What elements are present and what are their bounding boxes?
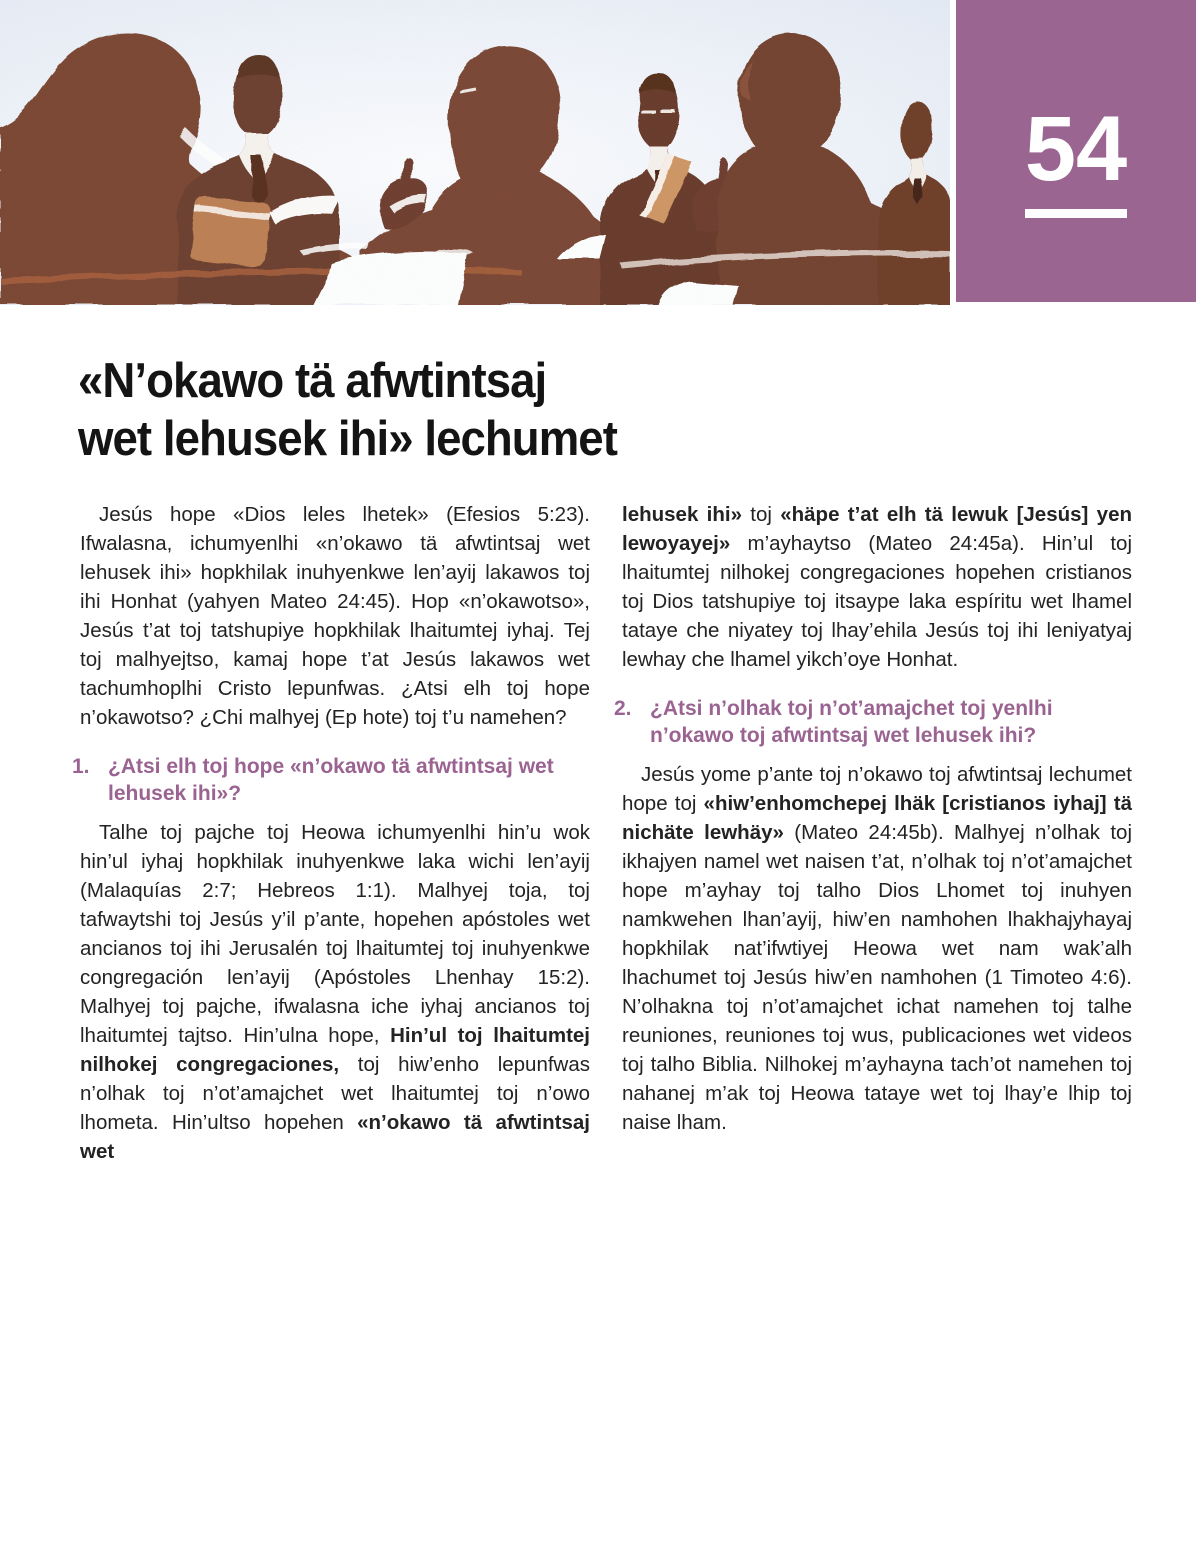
header-illustration bbox=[0, 0, 950, 305]
question-text: ¿Atsi elh toj hope «n’okawo tä afwtintsaj wet lehusek ihi»? bbox=[108, 755, 554, 805]
paragraph-text: Talhe toj pajche toj Heowa ichumyenlhi hin’u wok hin’ul iyhaj hopkhilak inuhyenkwe laka wichi len’ayij (Malaquías 2:7; Hebreos 1:1). Malhyej toja, toj tafwaytshi toj Jesús y’il p’ante, hopehen apóstoles wet ancianos toj ihi Jerusalén toj lhaitumtej toj inuhyenkwe congregación len’ayij (Apóstoles Lhenhay 15:2). Malhyej toj pajche, ifwalasna iche iyhaj ancianos toj lhaitumtej tajtso. Hin’ulna hope, bbox=[80, 821, 590, 1047]
question-heading bbox=[614, 695, 1132, 749]
lesson-number-badge bbox=[956, 0, 1196, 302]
paragraph-text: toj bbox=[741, 503, 781, 526]
article-title bbox=[78, 352, 617, 468]
paragraph-text: Jesús hope «Dios leles lhetek» (Efesios 5:23). Ifwalasna, ichumyenlhi «n’okawo tä afwtintsaj wet lehusek ihi» hopkhilak inuhyenkwe len’ayij lakawos toj ihi Honhat (yahyen Mateo 24:45). Hop «n’okawotso», Jesús t’at toj tatshupiye hopkhilak lhaitumtej iyhaj. Tej toj malhyejtso, kamaj hope t’at Jesús lakawos wet tachumhoplhi Cristo lepunfwas. ¿Atsi elh toj hope n’okawotso? ¿Chi malhyej (Ep hote) toj t’u namehen? bbox=[80, 503, 590, 729]
watercolor-grain-overlay bbox=[0, 0, 950, 305]
left-column bbox=[72, 500, 591, 1166]
paragraph-text: (Mateo 24:45b). Malhyej n’olhak toj ikhajyen namel wet naisen t’at, n’olhak toj n’ot’amajchet hope m’ayhay toj talho Dios Lhomet toj inuhyen namkwehen lhan’ayij, hiw’en namhohen lhakhajyhayaj hopkhilak nat’ifwtiyej Heowa wet nam wak’alh lhachumet toj Jesús hiw’en namhohen (1 Timoteo 4:6). N’olhakna toj n’ot’amajchet ichat namehen toj talhe reuniones, reuniones toj wus, publicaciones wet videos toj talho Biblia. Nilhokej m’ayhayna tach’ot namehen toj nahanej m’ak toj Heowa tataye wet toj lhay’e lhip toj naise lham. bbox=[622, 821, 1132, 1134]
bold-scripture-quote: «hiw’enhomchepej lhäk [cristianos iyhaj] tä nichäte lewhäy» bbox=[622, 792, 1132, 844]
page-header bbox=[0, 0, 1200, 305]
article-title-line-1: «N’okawo tä afwtintsaj bbox=[78, 354, 547, 408]
article-title-line-2: wet lehusek ihi» lechumet bbox=[78, 412, 617, 466]
lesson-number-underline bbox=[1025, 209, 1127, 218]
article-body bbox=[72, 500, 1132, 1166]
right-column bbox=[614, 500, 1132, 1166]
bold-scripture-quote: «n’okawo tä afwtintsaj wet bbox=[80, 1111, 590, 1163]
paragraph-text: m’ayhaytso (Mateo 24:45a). Hin’ul toj lhaitumtej nilhokej congregaciones hopehen cristianos toj Dios tatshupiye toj itsaype laka espíritu wet lhamel tataye che niyatey toj lhay’ehila Jesús toj ihi leniyatyaj lewhay che lhamel yikch’oye Honhat. bbox=[622, 532, 1132, 671]
bold-scripture-quote: lehusek ihi» bbox=[622, 503, 742, 526]
bold-scripture-quote: Hin’ul toj lhaitumtej nilhokej congregaciones, bbox=[80, 1024, 591, 1076]
body-paragraph bbox=[622, 760, 1132, 1137]
paragraph-text: toj hiw’enho lepunfwas n’olhak toj n’ot’amajchet wet lhaitumtej toj n’owo lhometa. Hin’ultso hopehen bbox=[80, 1053, 591, 1134]
lesson-number: 54 bbox=[1024, 97, 1128, 200]
body-paragraph bbox=[80, 818, 590, 1166]
body-paragraph bbox=[622, 500, 1132, 674]
question-number: 1. bbox=[72, 755, 90, 778]
question-heading bbox=[72, 753, 590, 807]
paragraph-text: Jesús yome p’ante toj n’okawo toj afwtintsaj lechumet hope toj bbox=[622, 763, 1132, 815]
bold-scripture-quote: «häpe t’at elh tä lewuk [Jesús] yen lewoyayej» bbox=[622, 503, 1132, 555]
body-paragraph bbox=[80, 500, 590, 732]
question-text: ¿Atsi n’olhak toj n’ot’amajchet toj yenlhi n’okawo toj afwtintsaj wet lehusek ihi? bbox=[650, 697, 1053, 747]
question-number: 2. bbox=[614, 697, 632, 720]
